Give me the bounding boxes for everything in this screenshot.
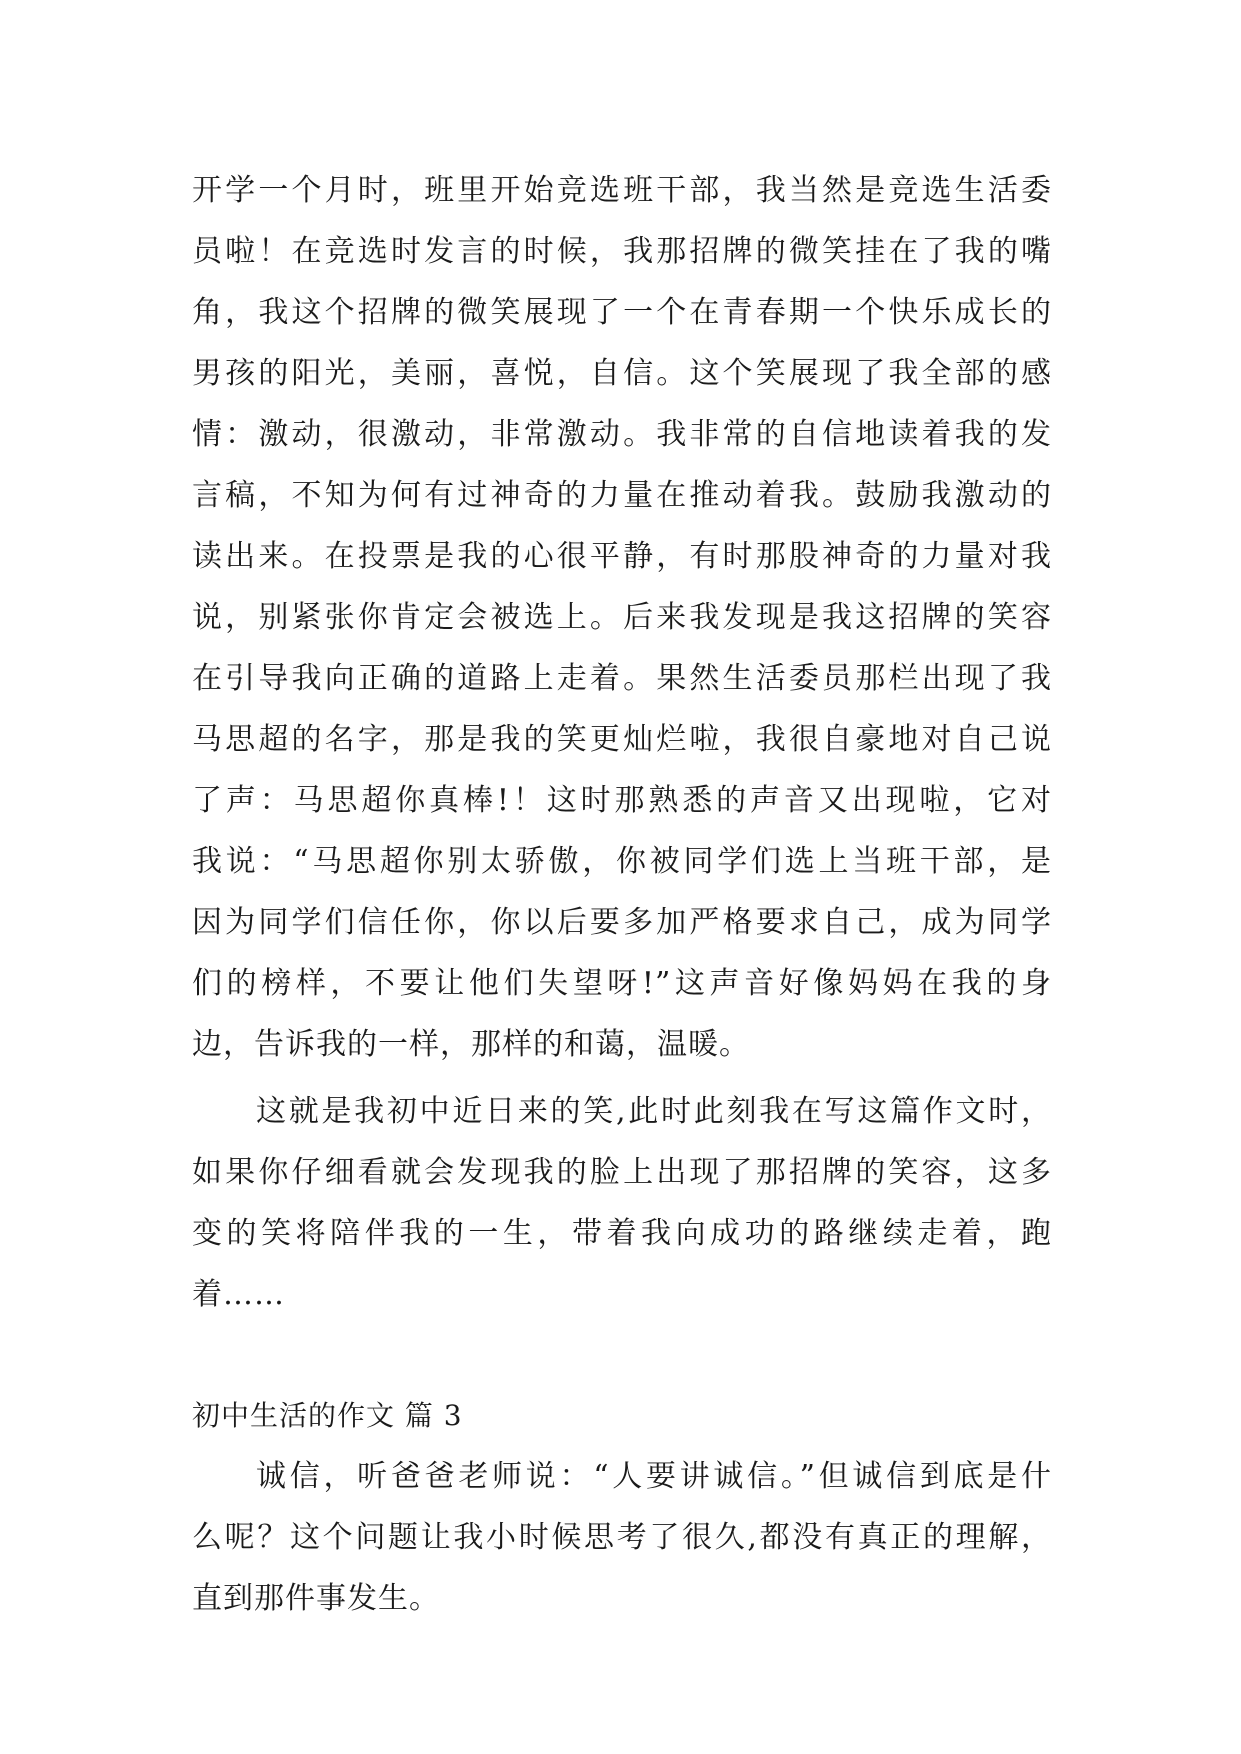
text-line: 我说：“马思超你别太骄傲，你被同学们选上当班干部，是 bbox=[192, 844, 1052, 879]
text-line: 在引导我向正确的道路上走着。果然生活委员那栏出现了我 bbox=[192, 661, 1052, 696]
text-line: 开学一个月时，班里开始竞选班干部，我当然是竞选生活委 bbox=[192, 173, 1052, 208]
text-line: 们的榜样，不要让他们失望呀!”这声音好像妈妈在我的身 bbox=[192, 966, 1052, 1001]
text-line: 直到那件事发生。 bbox=[192, 1581, 440, 1616]
text-line: 边，告诉我的一样，那样的和蔼，温暖。 bbox=[192, 1027, 750, 1062]
paragraph-2 bbox=[192, 1081, 1052, 1325]
paragraph-1 bbox=[192, 160, 1052, 1075]
section-heading: 初中生活的作文 篇 3 bbox=[192, 1399, 463, 1432]
text-line: 说，别紧张你肯定会被选上。后来我发现是我这招牌的笑容 bbox=[192, 600, 1052, 635]
text-line: 了声：马思超你真棒!！这时那熟悉的声音又出现啦，它对 bbox=[192, 783, 1052, 818]
document-page bbox=[192, 160, 1052, 1629]
text-line: 变的笑将陪伴我的一生，带着我向成功的路继续走着，跑 bbox=[192, 1216, 1052, 1251]
text-line: 读出来。在投票是我的心很平静，有时那股神奇的力量对我 bbox=[192, 539, 1052, 574]
text-line: 角，我这个招牌的微笑展现了一个在青春期一个快乐成长的 bbox=[192, 295, 1052, 330]
text-line: 么呢？这个问题让我小时候思考了很久,都没有真正的理解， bbox=[192, 1520, 1052, 1555]
text-line: 马思超的名字，那是我的笑更灿烂啦，我很自豪地对自己说 bbox=[192, 722, 1052, 757]
text-line: 诚信，听爸爸老师说：“人要讲诚信。”但诚信到底是什 bbox=[256, 1459, 1052, 1494]
text-line: 员啦！在竞选时发言的时候，我那招牌的微笑挂在了我的嘴 bbox=[192, 234, 1052, 269]
text-line: 因为同学们信任你，你以后要多加严格要求自己，成为同学 bbox=[192, 905, 1052, 940]
text-line: 这就是我初中近日来的笑,此时此刻我在写这篇作文时， bbox=[256, 1094, 1052, 1129]
text-line: 男孩的阳光，美丽，喜悦，自信。这个笑展现了我全部的感 bbox=[192, 356, 1052, 391]
text-line: 言稿，不知为何有过神奇的力量在推动着我。鼓励我激动的 bbox=[192, 478, 1052, 513]
text-line: 情：激动，很激动，非常激动。我非常的自信地读着我的发 bbox=[192, 417, 1052, 452]
text-line: 如果你仔细看就会发现我的脸上出现了那招牌的笑容，这多 bbox=[192, 1155, 1052, 1190]
text-line: 着…… bbox=[192, 1277, 285, 1312]
paragraph-3 bbox=[192, 1446, 1052, 1629]
